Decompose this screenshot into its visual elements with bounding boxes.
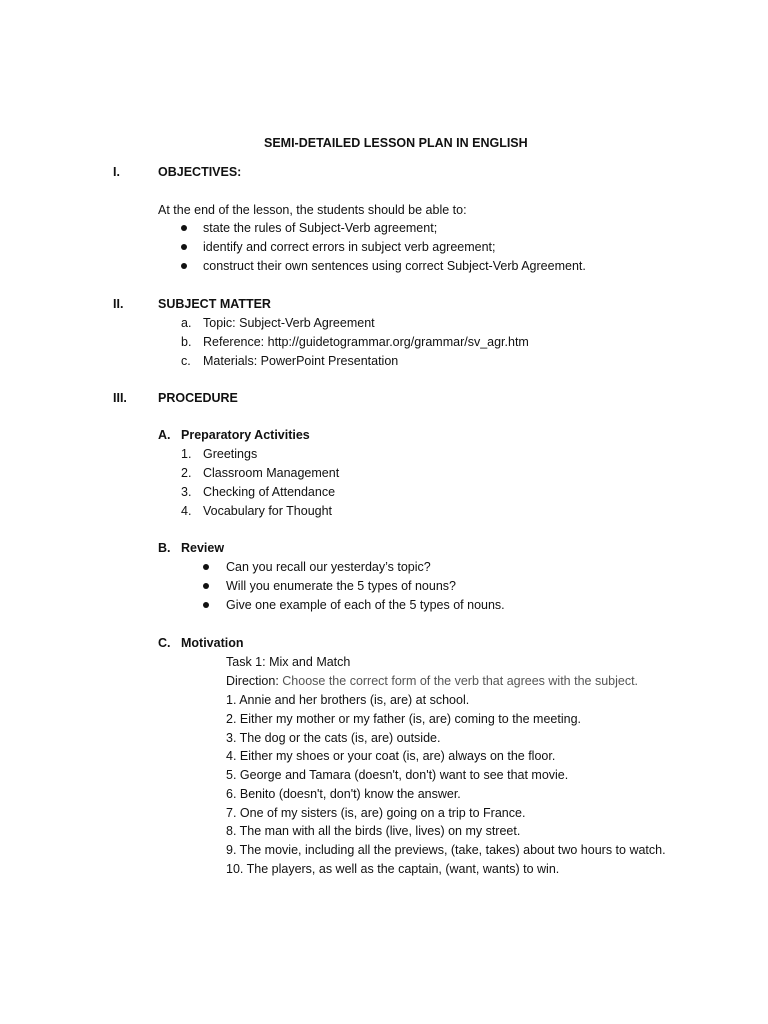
bullet-icon: [203, 564, 209, 570]
task-title: Task 1: Mix and Match: [226, 655, 351, 669]
objective-item: state the rules of Subject-Verb agreement;: [203, 221, 438, 235]
subject-matter-item: Reference: http://guidetogrammar.org/grammar/sv_agr.htm: [203, 335, 529, 349]
motivation-item: 9. The movie, including all the previews, (take, takes) about two hours to watch.: [226, 843, 666, 857]
direction-text: Choose the correct form of the verb that agrees with the subject.: [282, 674, 639, 688]
subsection-heading-preparatory: Preparatory Activities: [181, 428, 310, 442]
review-item: Give one example of each of the 5 types of nouns.: [226, 598, 505, 612]
subsection-marker: A.: [158, 428, 171, 442]
list-marker: 3.: [181, 485, 192, 499]
preparatory-item: Vocabulary for Thought: [203, 504, 333, 518]
subject-matter-item: Materials: PowerPoint Presentation: [203, 354, 399, 368]
list-marker: 4.: [181, 504, 192, 518]
list-marker: a.: [181, 316, 192, 330]
direction-line: [226, 673, 638, 689]
section-numeral-objectives: I.: [113, 165, 120, 179]
motivation-item: 5. George and Tamara (doesn't, don't) want to see that movie.: [226, 768, 569, 782]
section-numeral-procedure: III.: [113, 391, 127, 405]
subsection-heading-motivation: Motivation: [181, 636, 244, 650]
review-item: Will you enumerate the 5 types of nouns?: [226, 579, 456, 593]
preparatory-item: Checking of Attendance: [203, 485, 336, 499]
motivation-item: 10. The players, as well as the captain, (want, wants) to win.: [226, 862, 560, 876]
subject-matter-item: Topic: Subject-Verb Agreement: [203, 316, 375, 330]
subsection-marker: C.: [158, 636, 171, 650]
bullet-icon: [203, 602, 209, 608]
document-title: SEMI-DETAILED LESSON PLAN IN ENGLISH: [264, 136, 528, 150]
direction-label: Direction:: [226, 674, 279, 688]
list-marker: b.: [181, 335, 192, 349]
objective-item: identify and correct errors in subject verb agreement;: [203, 240, 496, 254]
list-marker: c.: [181, 354, 191, 368]
bullet-icon: [181, 244, 187, 250]
bullet-icon: [181, 263, 187, 269]
section-numeral-subject-matter: II.: [113, 297, 124, 311]
motivation-item: 1. Annie and her brothers (is, are) at school.: [226, 693, 470, 707]
section-heading-subject-matter: SUBJECT MATTER: [158, 297, 271, 311]
preparatory-item: Greetings: [203, 447, 258, 461]
review-item: Can you recall our yesterday’s topic?: [226, 560, 431, 574]
list-marker: 1.: [181, 447, 192, 461]
list-marker: 2.: [181, 466, 192, 480]
motivation-item: 4. Either my shoes or your coat (is, are) always on the floor.: [226, 749, 556, 763]
preparatory-item: Classroom Management: [203, 466, 340, 480]
motivation-item: 6. Benito (doesn't, don't) know the answer.: [226, 787, 461, 801]
subsection-heading-review: Review: [181, 541, 225, 555]
bullet-icon: [203, 583, 209, 589]
bullet-icon: [181, 225, 187, 231]
motivation-item: 8. The man with all the birds (live, lives) on my street.: [226, 824, 521, 838]
motivation-item: 3. The dog or the cats (is, are) outside.: [226, 731, 441, 745]
motivation-item: 2. Either my mother or my father (is, are) coming to the meeting.: [226, 712, 581, 726]
section-heading-procedure: PROCEDURE: [158, 391, 238, 405]
motivation-item: 7. One of my sisters (is, are) going on a trip to France.: [226, 806, 526, 820]
subsection-marker: B.: [158, 541, 171, 555]
objectives-intro: At the end of the lesson, the students should be able to:: [158, 203, 467, 217]
objective-item: construct their own sentences using correct Subject-Verb Agreement.: [203, 259, 586, 273]
section-heading-objectives: OBJECTIVES:: [158, 165, 242, 179]
